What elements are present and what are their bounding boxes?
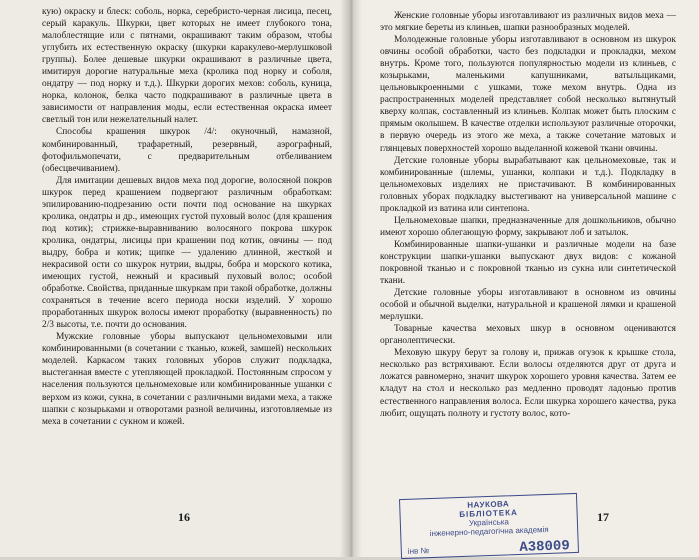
stamp-line-4: інженерно-педагогічна академія [429, 524, 549, 539]
right-paragraph-1: Женские головные уборы изготавливают из различных видов меха — это мягкие береты из клиньев, шапки разнообразных моделей. [380, 11, 676, 34]
right-paragraph-4: Цельномеховые шапки, предназначенные для дошкольников, обычно имеют хорошо облегающую форму, закрывают лоб и затылок. [380, 215, 676, 238]
library-stamp [399, 493, 579, 559]
right-paragraph-8: Меховую шкуру берут за голову и, прижав огузок к крышке стола, несколько раз встряхивают. Если волосы отделяются друг от друга и ложатся равномерно, значит шкурок хорошего уровня качества. Затем ее кладут на стол и несколько раз медленно проводят ладонью против естественного направления волоса. Если шкурка хорошего качества, рука любит, ощущать полноту и густоту волос, кото- [380, 348, 676, 419]
left-page-text [42, 6, 332, 428]
stamp-line-2: БІБЛІОТЕКА [459, 507, 518, 520]
right-paragraph-2: Молодежные головные уборы изготавливают в основном из шкурок овчины особой обработки, часто без подкладки и прокладки, мехом внутрь. Кроме того, пользуются популярностью модели из клиньев, с козырьками, маленькими капушниками, ватыльщиками, цельновыкроенными с ушками, тоже мехом внутрь. Одна из распространенных моделей представляет собой несколько вытянутый кверху колпак, составленный из клиньев. Колпак может быть плоским с прямым околышем. В качестве отделки используют различные оторочки, в первую очередь из этого же меха, а также сочетание матовых и глянцевых поверхностей хорошо выделанной кожевой ткани овчины. [380, 35, 676, 154]
right-paragraph-7: Товарные качества меховых шкур в основном оцениваются органолептически. [380, 324, 676, 347]
stamp-inventory-number: А38009 [519, 538, 571, 556]
left-paragraph-2: Способы крашения шкурок /4/: окуночный, намазной, комбинированный, трафаретный, резервный, аэрографный, фотофильмопечати, с предварительным отбеливанием (обесцвечиванием). [42, 127, 332, 174]
book-gutter-shadow [340, 0, 362, 557]
stamp-inventory-label: інв № [407, 546, 430, 556]
left-page [0, 0, 350, 557]
stamp-line-3: Українська [468, 517, 510, 528]
right-paragraph-3: Детские головные уборы вырабатывают как цельномеховые, так и комбинированные (шлемы, ушанки, колпаки и т.д.). Подкладку в цельномеховых изделиях не пристачивают. В комбинированных головных уборах подкладку выстегивают на универсальной машине с прокладкой из ватина или синтепона. [380, 155, 676, 214]
right-paragraph-6: Детские головные уборы изготавливают в основном из овчины особой и обычной выделки, натуральной и крашеной лямки и крашеной мерлушки. [380, 288, 676, 323]
right-page-number: 17 [597, 510, 609, 524]
right-paragraph-5: Комбинированные шапки-ушанки и различные модели на базе конструкции шапки-ушанки выпускают двух видов: с кожаной покровной тканью и с покровной тканью из сукна или синтетической ткани. [380, 239, 676, 287]
stamp-line-1: НАУКОВА [467, 499, 510, 510]
right-page [350, 0, 699, 557]
left-page-number: 16 [178, 510, 190, 524]
right-page-text [380, 10, 676, 420]
left-paragraph-3: Для имитации дешевых видов меха под дорогие, волосяной покров шкурок перед крашением подвергают различным обработкам: эпилированию-подрезанию ости почти под основание на шкурках кролика, ондатры и др., имеющих густой пуховый волос (для крашения под котик); стрижке-выравниванию волосяного покрова шкурок кролика, ондатры, лисицы при крашении под котик, овчины — под выдру, бобра и котик; щипке — удалению длинной, жесткой и некрасивой ости со шкурок нутрии, выдры, бобра и морского котика, имеющих густой, нежный и красивый пуховый волос; особой обработке. Свойства, приданные шкуркам при такой обработке, должны сохраняться в течение всего периода носки изделий. У хорошо проработанных шкурок волосы имеют проработку (выравненность) по 2/3 высоты, т.е. почти до основания. [42, 175, 332, 331]
left-paragraph-4: Мужские головные уборы выпускают цельномеховыми или комбинированными (в сочетании с тканью, кожей, замшей) нескольких моделей. Каркасом таких головных уборов служит подкладка, выстеганная вместе с утепляющей прокладкой. Постоянным спросом у населения пользуются цельномеховые или комбинированные ушанки с верхом из кожи, сукна, в сочетании с различными видами меха, а также шапки с козырьками и отворотами разной величины, изготовляемые из меха в сочетании с сукном и кожей. [42, 332, 332, 427]
left-paragraph-1: кую) окраску и блеск: соболь, норка, серебристо-черная лисица, песец, серый каракуль. Шкурки, цвет которых не имеет глубокого тона, малоблестящие или с пятнами, окрашивают таким образом, чтобы углубить их естественную окраску (шкурки каракулево-мерлушковой группы). Более дешевые шкурки окрашивают в различные цвета, имитируя дорогие натуральные меха (кролика под норку и соболя, ондатру — под норку и т.д.). Шкурки дорогих мехов: соболь, куница, норка, колонок, белка часто подкрашивают в различные цвета в зависимости от направления моды, если естественная окраска имеет светлый тон или нежелательный налет. [42, 7, 332, 126]
